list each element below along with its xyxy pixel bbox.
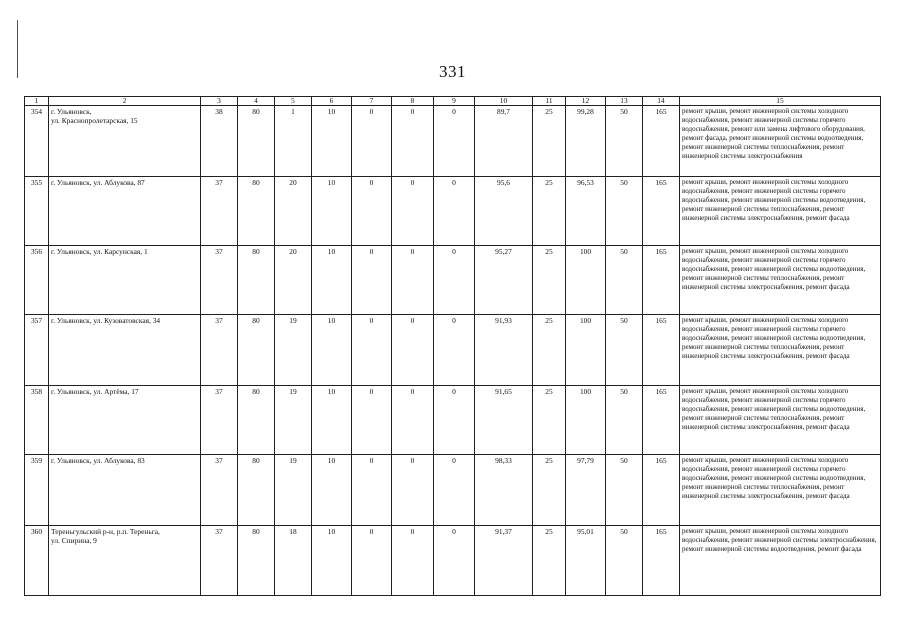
address-cell: г. Ульяновск, ул. Краснопролетарская, 15 bbox=[49, 106, 201, 177]
value-cell-col-5: 19 bbox=[275, 315, 312, 386]
column-header: 7 bbox=[352, 97, 392, 106]
value-cell-col-10: 91,93 bbox=[475, 315, 533, 386]
value-cell-col-11: 25 bbox=[533, 315, 566, 386]
value-cell-col-9: 0 bbox=[434, 106, 475, 177]
value-cell-col-9: 0 bbox=[434, 386, 475, 455]
value-cell-col-9: 0 bbox=[434, 315, 475, 386]
table-header bbox=[25, 97, 881, 106]
row-number-cell: 355 bbox=[25, 177, 49, 246]
repair-works-cell: ремонт крыши, ремонт инженерной системы холодного водоснабжения, ремонт инженерной системы горячего водоснабжения, ремонт или замена лифтового оборудования, ремонт фасада, ремонт инженерной системы водоотведения, ремонт инженерной системы теплоснабжения, ремонт инженерной системы электроснабжения bbox=[680, 106, 881, 177]
column-header: 6 bbox=[312, 97, 352, 106]
address-cell: Тереньгульский р-н, р.п. Тереньга, ул. Спирина, 9 bbox=[49, 526, 201, 596]
value-cell-col-8: 0 bbox=[392, 177, 434, 246]
value-cell-col-8: 0 bbox=[392, 455, 434, 526]
value-cell-col-8: 0 bbox=[392, 246, 434, 315]
value-cell-col-13: 50 bbox=[606, 106, 643, 177]
value-cell-col-14: 165 bbox=[643, 455, 680, 526]
address-cell: г. Ульяновск, ул. Аблукова, 87 bbox=[49, 177, 201, 246]
value-cell-col-12: 100 bbox=[566, 315, 606, 386]
value-cell-col-7: 0 bbox=[352, 526, 392, 596]
value-cell-col-12: 97,79 bbox=[566, 455, 606, 526]
repair-works-cell: ремонт крыши, ремонт инженерной системы холодного водоснабжения, ремонт инженерной системы горячего водоснабжения, ремонт инженерной системы водоотведения, ремонт инженерной системы теплоснабжения, ремонт инженерной системы электроснабжения, ремонт фасада bbox=[680, 177, 881, 246]
value-cell-col-4: 80 bbox=[238, 526, 275, 596]
value-cell-col-5: 19 bbox=[275, 386, 312, 455]
value-cell-col-5: 19 bbox=[275, 455, 312, 526]
value-cell-col-7: 0 bbox=[352, 315, 392, 386]
table-row bbox=[25, 246, 881, 315]
row-number-cell: 358 bbox=[25, 386, 49, 455]
column-header: 11 bbox=[533, 97, 566, 106]
value-cell-col-12: 100 bbox=[566, 246, 606, 315]
value-cell-col-11: 25 bbox=[533, 526, 566, 596]
value-cell-col-13: 50 bbox=[606, 315, 643, 386]
row-number-cell: 357 bbox=[25, 315, 49, 386]
value-cell-col-8: 0 bbox=[392, 315, 434, 386]
value-cell-col-12: 100 bbox=[566, 386, 606, 455]
value-cell-col-14: 165 bbox=[643, 177, 680, 246]
column-header: 1 bbox=[25, 97, 49, 106]
value-cell-col-6: 10 bbox=[312, 315, 352, 386]
value-cell-col-7: 0 bbox=[352, 177, 392, 246]
column-header: 9 bbox=[434, 97, 475, 106]
value-cell-col-9: 0 bbox=[434, 246, 475, 315]
page-number: 331 bbox=[439, 62, 466, 81]
value-cell-col-12: 96,53 bbox=[566, 177, 606, 246]
value-cell-col-14: 165 bbox=[643, 315, 680, 386]
row-number-cell: 360 bbox=[25, 526, 49, 596]
value-cell-col-7: 0 bbox=[352, 455, 392, 526]
column-header: 12 bbox=[566, 97, 606, 106]
repair-works-cell: ремонт крыши, ремонт инженерной системы холодного водоснабжения, ремонт инженерной системы электроснабжения, ремонт инженерной системы водоотведения, ремонт фасада bbox=[680, 526, 881, 596]
value-cell-col-5: 20 bbox=[275, 246, 312, 315]
value-cell-col-13: 50 bbox=[606, 526, 643, 596]
column-header: 15 bbox=[680, 97, 881, 106]
value-cell-col-14: 165 bbox=[643, 246, 680, 315]
value-cell-col-8: 0 bbox=[392, 386, 434, 455]
column-header: 8 bbox=[392, 97, 434, 106]
value-cell-col-11: 25 bbox=[533, 246, 566, 315]
value-cell-col-4: 80 bbox=[238, 315, 275, 386]
value-cell-col-14: 165 bbox=[643, 386, 680, 455]
column-header: 14 bbox=[643, 97, 680, 106]
header-row bbox=[25, 97, 881, 106]
column-header: 10 bbox=[475, 97, 533, 106]
value-cell-col-6: 10 bbox=[312, 177, 352, 246]
repair-works-cell: ремонт крыши, ремонт инженерной системы холодного водоснабжения, ремонт инженерной системы горячего водоснабжения, ремонт инженерной системы водоотведения, ремонт инженерной системы теплоснабжения, ремонт инженерной системы электроснабжения, ремонт фасада bbox=[680, 386, 881, 455]
value-cell-col-3: 37 bbox=[201, 386, 238, 455]
value-cell-col-9: 0 bbox=[434, 526, 475, 596]
table-row bbox=[25, 106, 881, 177]
column-header: 3 bbox=[201, 97, 238, 106]
value-cell-col-6: 10 bbox=[312, 386, 352, 455]
table-row bbox=[25, 386, 881, 455]
value-cell-col-10: 98,33 bbox=[475, 455, 533, 526]
table-row bbox=[25, 526, 881, 596]
value-cell-col-4: 80 bbox=[238, 177, 275, 246]
value-cell-col-13: 50 bbox=[606, 455, 643, 526]
value-cell-col-3: 37 bbox=[201, 526, 238, 596]
row-number-cell: 356 bbox=[25, 246, 49, 315]
value-cell-col-6: 10 bbox=[312, 526, 352, 596]
value-cell-col-12: 99,28 bbox=[566, 106, 606, 177]
value-cell-col-6: 10 bbox=[312, 246, 352, 315]
column-header: 13 bbox=[606, 97, 643, 106]
table-row bbox=[25, 315, 881, 386]
value-cell-col-3: 37 bbox=[201, 246, 238, 315]
value-cell-col-11: 25 bbox=[533, 106, 566, 177]
value-cell-col-4: 80 bbox=[238, 455, 275, 526]
value-cell-col-3: 37 bbox=[201, 177, 238, 246]
value-cell-col-5: 1 bbox=[275, 106, 312, 177]
value-cell-col-12: 95,01 bbox=[566, 526, 606, 596]
value-cell-col-3: 37 bbox=[201, 455, 238, 526]
value-cell-col-11: 25 bbox=[533, 177, 566, 246]
repair-works-cell: ремонт крыши, ремонт инженерной системы холодного водоснабжения, ремонт инженерной системы горячего водоснабжения, ремонт инженерной системы водоотведения, ремонт инженерной системы теплоснабжения, ремонт инженерной системы электроснабжения, ремонт фасада bbox=[680, 315, 881, 386]
value-cell-col-11: 25 bbox=[533, 455, 566, 526]
value-cell-col-10: 91,37 bbox=[475, 526, 533, 596]
value-cell-col-14: 165 bbox=[643, 106, 680, 177]
value-cell-col-7: 0 bbox=[352, 246, 392, 315]
value-cell-col-7: 0 bbox=[352, 386, 392, 455]
value-cell-col-6: 10 bbox=[312, 455, 352, 526]
value-cell-col-8: 0 bbox=[392, 106, 434, 177]
value-cell-col-13: 50 bbox=[606, 246, 643, 315]
address-cell: г. Ульяновск, ул. Аблукова, 83 bbox=[49, 455, 201, 526]
value-cell-col-4: 80 bbox=[238, 246, 275, 315]
column-header: 4 bbox=[238, 97, 275, 106]
table-body bbox=[25, 106, 881, 596]
value-cell-col-4: 80 bbox=[238, 386, 275, 455]
value-cell-col-9: 0 bbox=[434, 177, 475, 246]
value-cell-col-11: 25 bbox=[533, 386, 566, 455]
row-number-cell: 354 bbox=[25, 106, 49, 177]
value-cell-col-5: 18 bbox=[275, 526, 312, 596]
value-cell-col-13: 50 bbox=[606, 177, 643, 246]
value-cell-col-4: 80 bbox=[238, 106, 275, 177]
address-cell: г. Ульяновск, ул. Кузоватовская, 34 bbox=[49, 315, 201, 386]
table-row bbox=[25, 455, 881, 526]
table-row bbox=[25, 177, 881, 246]
value-cell-col-8: 0 bbox=[392, 526, 434, 596]
address-cell: г. Ульяновск, ул. Карсунская, 1 bbox=[49, 246, 201, 315]
value-cell-col-10: 95,6 bbox=[475, 177, 533, 246]
column-header: 2 bbox=[49, 97, 201, 106]
value-cell-col-6: 10 bbox=[312, 106, 352, 177]
value-cell-col-10: 89,7 bbox=[475, 106, 533, 177]
row-number-cell: 359 bbox=[25, 455, 49, 526]
repair-works-cell: ремонт крыши, ремонт инженерной системы холодного водоснабжения, ремонт инженерной системы горячего водоснабжения, ремонт инженерной системы водоотведения, ремонт инженерной системы теплоснабжения, ремонт инженерной системы электроснабжения, ремонт фасада bbox=[680, 246, 881, 315]
value-cell-col-13: 50 bbox=[606, 386, 643, 455]
value-cell-col-9: 0 bbox=[434, 455, 475, 526]
value-cell-col-3: 38 bbox=[201, 106, 238, 177]
value-cell-col-7: 0 bbox=[352, 106, 392, 177]
repair-works-cell: ремонт крыши, ремонт инженерной системы холодного водоснабжения, ремонт инженерной системы горячего водоснабжения, ремонт инженерной системы водоотведения, ремонт инженерной системы теплоснабжения, ремонт инженерной системы электроснабжения, ремонт фасада bbox=[680, 455, 881, 526]
value-cell-col-5: 20 bbox=[275, 177, 312, 246]
column-header: 5 bbox=[275, 97, 312, 106]
value-cell-col-14: 165 bbox=[643, 526, 680, 596]
address-cell: г. Ульяновск, ул. Артёма, 17 bbox=[49, 386, 201, 455]
value-cell-col-10: 95,27 bbox=[475, 246, 533, 315]
value-cell-col-10: 91,65 bbox=[475, 386, 533, 455]
registry-table bbox=[24, 96, 881, 596]
value-cell-col-3: 37 bbox=[201, 315, 238, 386]
